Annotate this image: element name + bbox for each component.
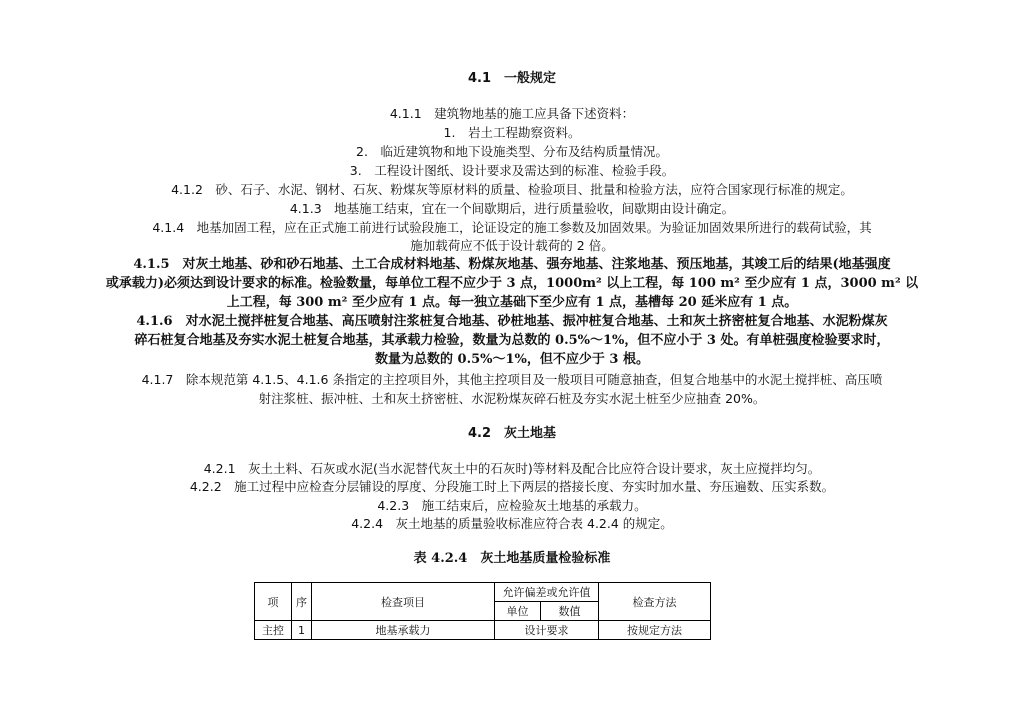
- cell-check-item: 地基承载力: [312, 621, 495, 640]
- paragraph-line: 1. 岩土工程勘察资料。: [443, 125, 581, 140]
- paragraph-line: 4.2.1 灰土土料、石灰或水泥(当水泥替代灰土中的石灰时)等材料及配合比应符合设计要求，灰土应搅拌均匀。: [203, 461, 821, 476]
- header-item: 项: [255, 583, 292, 621]
- bold-paragraph-line: 或承载力)必须达到设计要求的标准。检验数量，每单位工程不应少于 3 点，1000m² 以上工程，每 100 m² 至少应有 1 点，3000 m² 以: [105, 276, 919, 291]
- paragraph-line: 射注浆桩、振冲桩、土和灰土挤密桩、水泥粉煤灰碎石桩及夯实水泥土桩至少应抽查 20%。: [258, 391, 766, 406]
- bold-paragraph-line: 4.1.5 对灰土地基、砂和砂石地基、土工合成材料地基、粉煤灰地基、强夯地基、注浆地基、预压地基，其竣工后的结果(地基强度: [133, 257, 891, 272]
- paragraph-line: 4.2.2 施工过程中应检查分层铺设的厚度、分段施工时上下两层的搭接长度、夯实时加水量、夯压遍数、压实系数。: [189, 479, 835, 494]
- header-unit: 单位: [495, 602, 541, 621]
- header-value: 数值: [541, 602, 599, 621]
- paragraph-line: 4.1.4 地基加固工程，应在正式施工前进行试验段施工，论证设定的施工参数及加固效果。为验证加固效果所进行的载荷试验，其: [152, 220, 872, 235]
- cell-seq: 1: [292, 621, 312, 640]
- cell-method: 按规定方法: [599, 621, 711, 640]
- paragraph-line: 施加载荷应不低于设计载荷的 2 倍。: [410, 238, 614, 253]
- bold-paragraph-line: 上工程，每 300 m² 至少应有 1 点。每一独立基础下至少应有 1 点，基槽每 20 延米应有 1 点。: [226, 295, 798, 310]
- paragraph-line: 4.2.3 施工结束后，应检验灰土地基的承载力。: [377, 498, 647, 513]
- cell-item: 主控: [255, 621, 292, 640]
- bold-paragraph-line: 数量为总数的 0.5%～1%，但不应少于 3 根。: [375, 352, 649, 367]
- section-heading-4-2: 4.2 灰土地基: [467, 426, 557, 441]
- header-seq: 序: [292, 583, 312, 621]
- quality-standard-table: [254, 582, 711, 640]
- paragraph-line: 4.2.4 灰土地基的质量验收标准应符合表 4.2.4 的规定。: [351, 516, 673, 531]
- table-row: [255, 621, 711, 640]
- bold-paragraph-line: 4.1.6 对水泥土搅拌桩复合地基、高压喷射注浆桩复合地基、砂桩地基、振冲桩复合地基、土和灰土挤密桩复合地基、水泥粉煤灰: [136, 314, 888, 329]
- header-method: 检查方法: [599, 583, 711, 621]
- bold-paragraph-line: 碎石桩复合地基及夯实水泥土桩复合地基，其承载力检验，数量为总数的 0.5%～1%，但不应小于 3 处。有单桩强度检验要求时，: [134, 333, 890, 348]
- paragraph-line: 4.1.2 砂、石子、水泥、钢材、石灰、粉煤灰等原材料的质量、检验项目、批量和检验方法，应符合国家现行标准的规定。: [171, 182, 853, 197]
- header-tolerance: 允许偏差或允许值: [495, 583, 599, 602]
- paragraph-line: 3. 工程设计图纸、设计要求及需达到的标准、检验手段。: [349, 163, 675, 178]
- cell-tolerance: 设计要求: [495, 621, 599, 640]
- table-header-row: [255, 583, 711, 602]
- header-check-item: 检查项目: [312, 583, 495, 621]
- paragraph-line: 4.1.1 建筑物地基的施工应具备下述资料：: [389, 106, 635, 121]
- paragraph-line: 4.1.3 地基施工结束，宜在一个间歇期后，进行质量验收，间歇期由设计确定。: [289, 201, 735, 216]
- paragraph-line: 4.1.7 除本规范第 4.1.5、4.1.6 条指定的主控项目外，其他主控项目及一般项目可随意抽查，但复合地基中的水泥土搅拌桩、高压喷: [141, 372, 883, 387]
- section-heading-4-1: 4.1 一般规定: [467, 71, 557, 86]
- table-caption: 表 4.2.4 灰土地基质量检验标准: [413, 551, 611, 566]
- paragraph-line: 2. 临近建筑物和地下设施类型、分布及结构质量情况。: [356, 144, 668, 159]
